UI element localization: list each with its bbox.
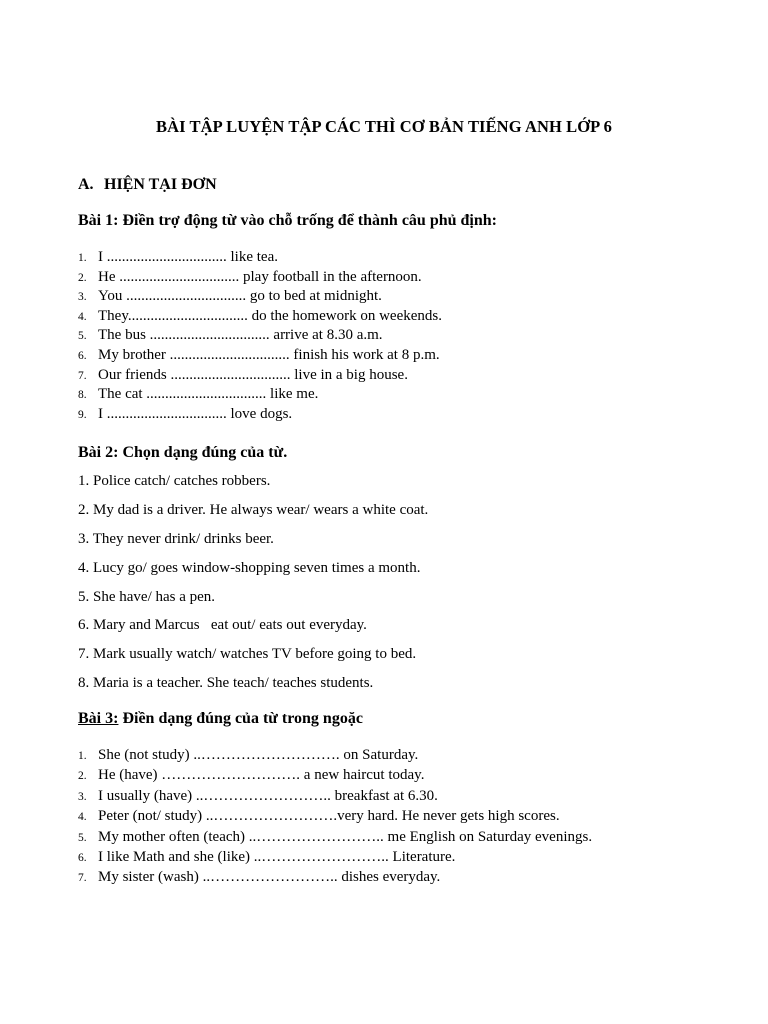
item-text: You ................................ go to bed at midnight. <box>98 288 382 305</box>
list-item: 1. Police catch/ catches robbers. <box>78 473 271 489</box>
item-number: 6. <box>78 349 87 362</box>
item-number: 4. <box>78 310 87 323</box>
section-a-label: HIỆN TẠI ĐƠN <box>104 176 217 193</box>
list-item <box>78 405 653 425</box>
item-text: I usually (have) ..…………………….. breakfast at 6.30. <box>98 787 438 804</box>
item-number: 8. <box>78 389 87 402</box>
list-item <box>78 346 653 366</box>
item-number: 6. <box>78 852 87 865</box>
list-item <box>78 807 651 827</box>
item-number: 9. <box>78 408 87 421</box>
list-item <box>78 746 651 766</box>
list-item <box>78 868 651 888</box>
item-text: I ................................ love dogs. <box>98 405 293 422</box>
item-text: He (have) ………………………. a new haircut today. <box>98 767 425 784</box>
list-item <box>78 787 651 807</box>
bai3-list <box>78 746 651 889</box>
item-text: They................................ do the homework on weekends. <box>98 307 442 324</box>
bai3-heading <box>78 710 363 728</box>
item-number: 1. <box>78 750 87 762</box>
item-number: 7. <box>78 872 87 885</box>
item-number: 2. <box>78 770 87 783</box>
item-text: My mother often (teach) ..…………………….. me English on Saturday evenings. <box>98 828 593 845</box>
section-a-heading <box>78 176 217 194</box>
bai1-list <box>78 248 653 424</box>
item-number: 5. <box>78 330 87 343</box>
list-item <box>78 848 651 868</box>
item-text: She (not study) ..………………………. on Saturday. <box>98 747 419 763</box>
item-number: 3. <box>78 291 87 304</box>
list-item <box>78 366 653 386</box>
item-text: The bus ................................ arrive at 8.30 a.m. <box>98 327 383 344</box>
list-item: 5. She have/ has a pen. <box>78 588 216 605</box>
bai3-heading-label: Bài 3: <box>78 710 119 727</box>
item-text: My sister (wash) ..…………………….. dishes everyday. <box>98 869 441 886</box>
item-text: The cat ................................ like me. <box>98 386 319 403</box>
list-item <box>78 766 651 786</box>
bai2-heading: Bài 2: Chọn dạng đúng của từ. <box>78 444 288 461</box>
list-item <box>78 268 653 288</box>
item-text: He ................................ play football in the afternoon. <box>98 268 422 285</box>
list-item: 3. They never drink/ drinks beer. <box>78 530 274 547</box>
list-item <box>78 326 653 346</box>
list-item: 7. Mark usually watch/ watches TV before going to bed. <box>78 646 417 663</box>
item-number: 5. <box>78 831 87 844</box>
bai2-list <box>78 471 678 702</box>
list-item <box>78 248 653 268</box>
section-a-number: A. <box>78 176 94 193</box>
item-number: 3. <box>78 790 87 803</box>
item-text: I ................................ like tea. <box>98 249 278 265</box>
page-title: BÀI TẬP LUYỆN TẬP CÁC THÌ CƠ BẢN TIẾNG ANH LỚP 6 <box>155 117 613 136</box>
list-item <box>78 287 653 307</box>
list-item: 4. Lucy go/ goes window-shopping seven times a month. <box>78 559 421 576</box>
list-item <box>78 385 653 405</box>
item-text: My brother ................................ finish his work at 8 p.m. <box>98 346 440 363</box>
item-text: Peter (not/ study) ..…………………….very hard. He never gets high scores. <box>98 808 560 825</box>
list-item: 8. Maria is a teacher. She teach/ teaches students. <box>78 675 374 692</box>
item-number: 2. <box>78 271 87 284</box>
list-item: 2. My dad is a driver. He always wear/ wears a white coat. <box>78 501 429 518</box>
item-number: 1. <box>78 252 87 264</box>
item-text: I like Math and she (like) ..…………………….. Literature. <box>98 849 456 866</box>
list-item <box>78 307 653 327</box>
item-text: Our friends ................................ live in a big house. <box>98 366 408 383</box>
item-number: 7. <box>78 369 87 382</box>
list-item <box>78 828 651 848</box>
bai3-heading-text: Điền dạng đúng của từ trong ngoặc <box>118 710 363 727</box>
item-number: 4. <box>78 811 87 824</box>
bai1-heading: Bài 1: Điền trợ động từ vào chỗ trống để thành câu phủ định: <box>78 212 497 229</box>
list-item: 6. Mary and Marcus eat out/ eats out everyday. <box>78 617 367 634</box>
